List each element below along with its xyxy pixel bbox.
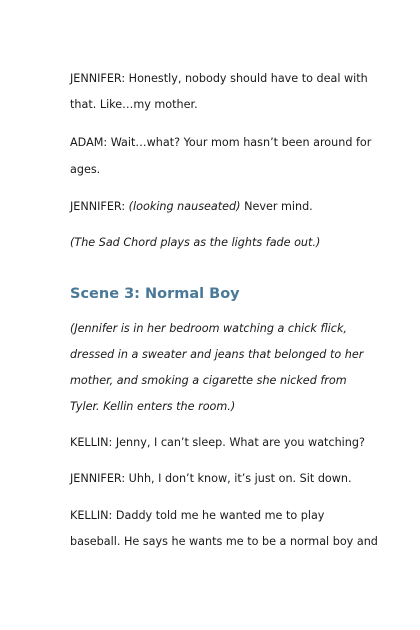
dialogue-text: Jenny, I can’t sleep. What are you watching?: [112, 436, 365, 449]
stage-direction-2-line-4: Tyler. Kellin enters the room.): [70, 400, 236, 413]
dialogue-jennifer-1: [70, 72, 368, 86]
dialogue-adam-1-cont: ages.: [70, 163, 101, 176]
dialogue-jennifer-2: [70, 200, 313, 214]
speaker-name: JENNIFER:: [70, 72, 126, 85]
dialogue-jennifer-1-cont: that. Like…my mother.: [70, 98, 198, 111]
stage-direction-2-line-3: mother, and smoking a cigarette she nicked from: [70, 374, 347, 387]
dialogue-text: Daddy told me he wanted me to play: [112, 509, 325, 522]
dialogue-jennifer-3: [70, 472, 352, 486]
dialogue-text: Never mind.: [240, 200, 313, 213]
dialogue-adam-1: [70, 136, 371, 150]
dialogue-text: Honestly, nobody should have to deal with: [125, 72, 368, 85]
speaker-name: JENNIFER:: [70, 472, 126, 485]
dialogue-kellin-2-cont: baseball. He says he wants me to be a normal boy and: [70, 535, 378, 548]
speaker-name: KELLIN:: [70, 436, 113, 449]
dialogue-text: Uhh, I don’t know, it’s just on. Sit down.: [125, 472, 352, 485]
dialogue-kellin-1: [70, 436, 365, 450]
stage-direction-inline: (looking nauseated): [128, 200, 241, 213]
speaker-name: ADAM:: [70, 136, 108, 149]
speaker-name: JENNIFER:: [70, 200, 126, 213]
stage-direction-1: (The Sad Chord plays as the lights fade out.): [70, 236, 321, 249]
dialogue-kellin-2: [70, 509, 324, 523]
scene-heading: Scene 3: Normal Boy: [70, 286, 240, 302]
speaker-name: KELLIN:: [70, 509, 113, 522]
stage-direction-2-line-2: dressed in a sweater and jeans that belonged to her: [70, 348, 364, 361]
dialogue-text: Wait…what? Your mom hasn’t been around for: [107, 136, 372, 149]
stage-direction-2-line-1: (Jennifer is in her bedroom watching a chick flick,: [70, 322, 347, 335]
